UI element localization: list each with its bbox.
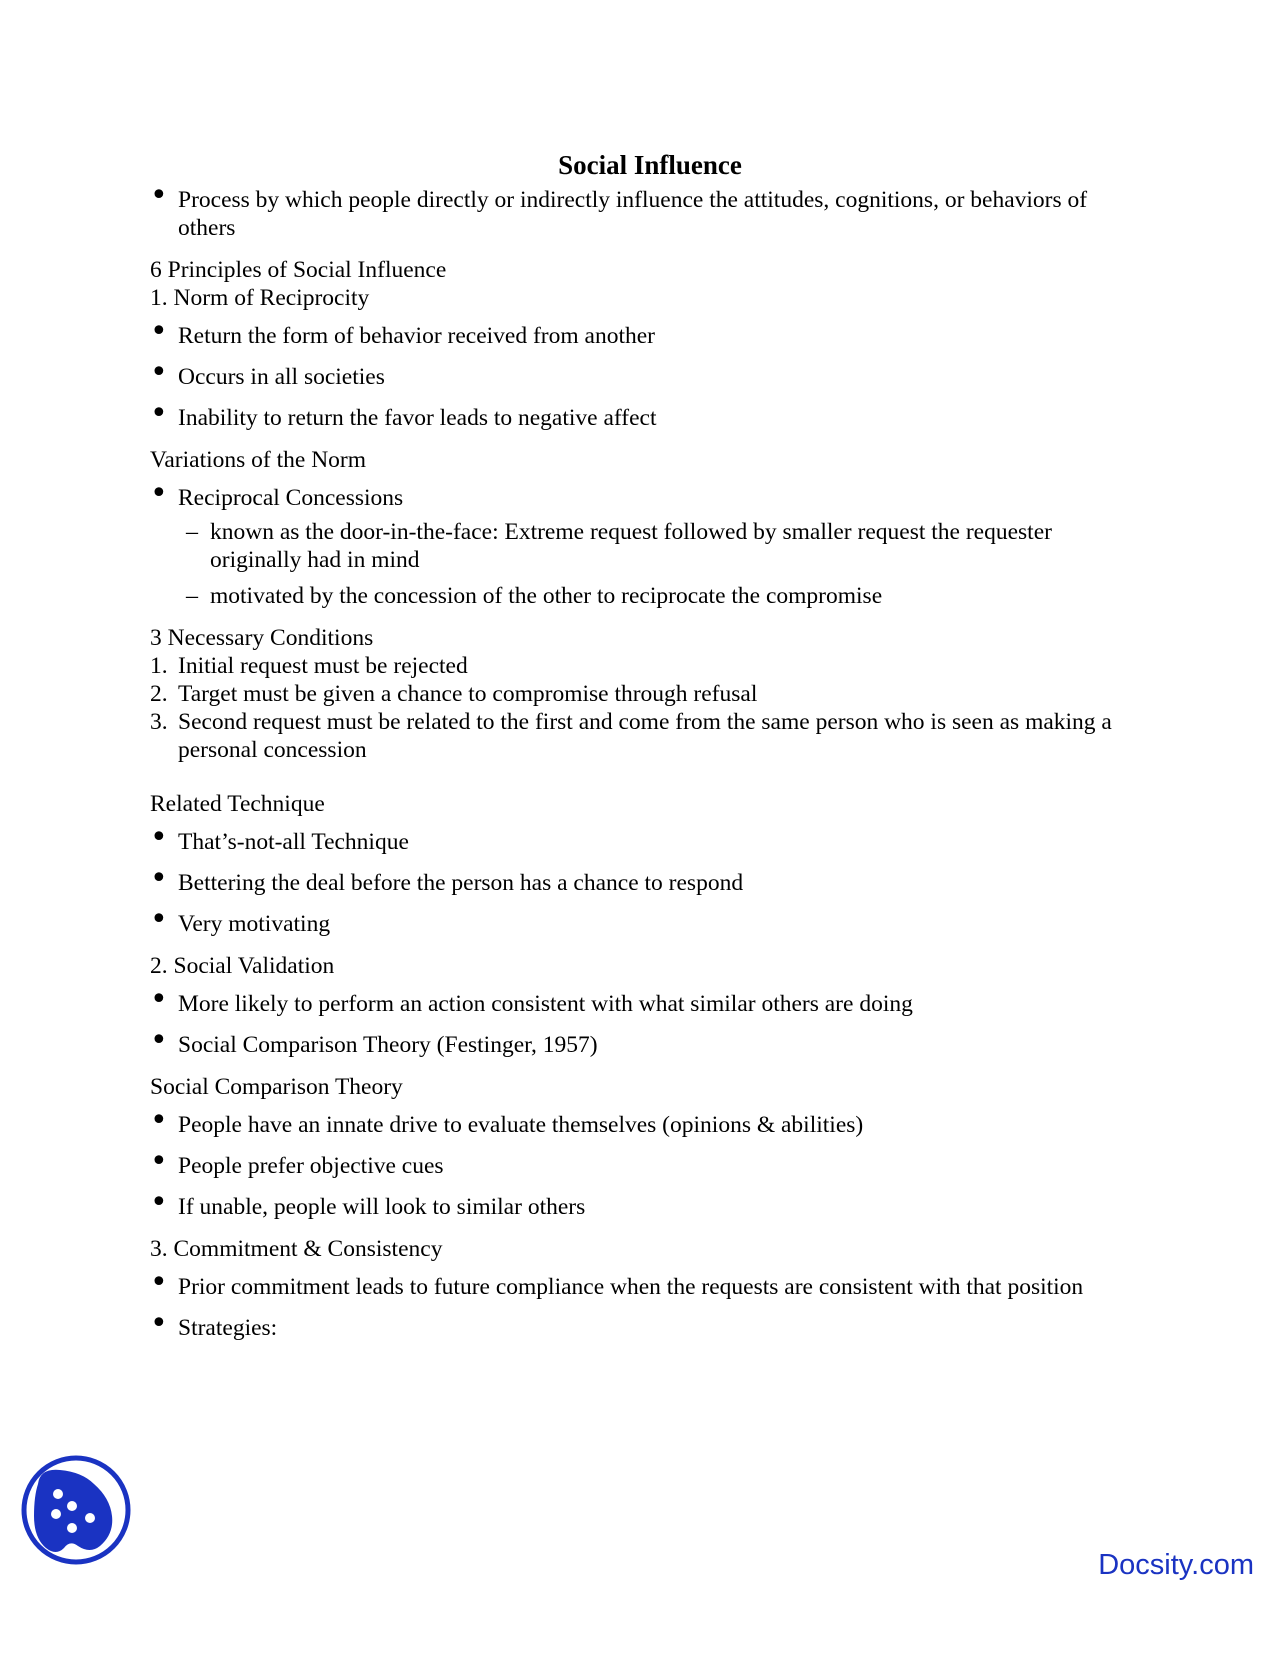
list-item: • Occurs in all societies xyxy=(150,363,1130,391)
related-list xyxy=(150,828,1130,938)
list-item: • People have an innate drive to evaluate themselves (opinions & abilities) xyxy=(150,1111,1130,1139)
sub-list-item: – known as the door-in-the-face: Extreme request followed by smaller request the requester originally had in mind xyxy=(178,518,1130,574)
commitment-heading: 3. Commitment & Consistency xyxy=(150,1236,443,1262)
list-item: • People prefer objective cues xyxy=(150,1152,1130,1180)
item-number: 2. xyxy=(150,681,168,707)
variations-list xyxy=(150,484,1130,610)
commitment-list xyxy=(150,1273,1130,1342)
list-item: • If unable, people will look to similar others xyxy=(150,1193,1130,1221)
intro-list xyxy=(150,186,1130,242)
list-item: • Bettering the deal before the person has a chance to respond xyxy=(150,869,1130,897)
list-item: • Return the form of behavior received from another xyxy=(150,322,1130,350)
list-item: • Prior commitment leads to future compliance when the requests are consistent with that position xyxy=(150,1273,1130,1301)
item-text: Initial request must be rejected xyxy=(178,653,468,679)
list-item: • Strategies: xyxy=(150,1314,1130,1342)
page-title: Social Influence xyxy=(558,150,742,180)
norm-list xyxy=(150,322,1130,432)
docsity-logo-icon xyxy=(20,1454,132,1566)
related-heading: Related Technique xyxy=(150,791,325,817)
list-item: • Very motivating xyxy=(150,910,1130,938)
document-body xyxy=(150,148,1130,1355)
comparison-heading: Social Comparison Theory xyxy=(150,1074,403,1100)
numbered-item xyxy=(150,652,1130,680)
list-item: • Process by which people directly or indirectly influence the attitudes, cognitions, or behaviors of others xyxy=(150,186,1130,242)
comparison-list xyxy=(150,1111,1130,1221)
numbered-item xyxy=(150,680,1130,708)
list-item: • Inability to return the favor leads to negative affect xyxy=(150,404,1130,432)
numbered-item xyxy=(150,708,1130,764)
principles-heading: 6 Principles of Social Influence xyxy=(150,257,447,283)
item-text: Second request must be related to the first and come from the same person who is seen as making a personal concession xyxy=(178,709,1112,763)
list-item xyxy=(150,484,1130,610)
variations-sublist xyxy=(178,518,1130,610)
conditions-heading: 3 Necessary Conditions xyxy=(150,625,374,651)
list-item-label: Reciprocal Concessions xyxy=(178,485,404,511)
sub-list-item: – motivated by the concession of the other to reciprocate the compromise xyxy=(178,582,1130,610)
validation-heading: 2. Social Validation xyxy=(150,953,335,979)
item-number: 1. xyxy=(150,653,168,679)
item-text: Target must be given a chance to compromise through refusal xyxy=(178,681,758,707)
list-item: • That’s-not-all Technique xyxy=(150,828,1130,856)
list-item: • More likely to perform an action consistent with what similar others are doing xyxy=(150,990,1130,1018)
conditions-list xyxy=(150,652,1130,764)
variations-heading: Variations of the Norm xyxy=(150,447,367,473)
item-number: 3. xyxy=(150,709,168,735)
brand-link[interactable]: Docsity.com xyxy=(1098,1549,1254,1581)
validation-list xyxy=(150,990,1130,1059)
norm-heading: 1. Norm of Reciprocity xyxy=(150,285,370,311)
list-item: • Social Comparison Theory (Festinger, 1957) xyxy=(150,1031,1130,1059)
